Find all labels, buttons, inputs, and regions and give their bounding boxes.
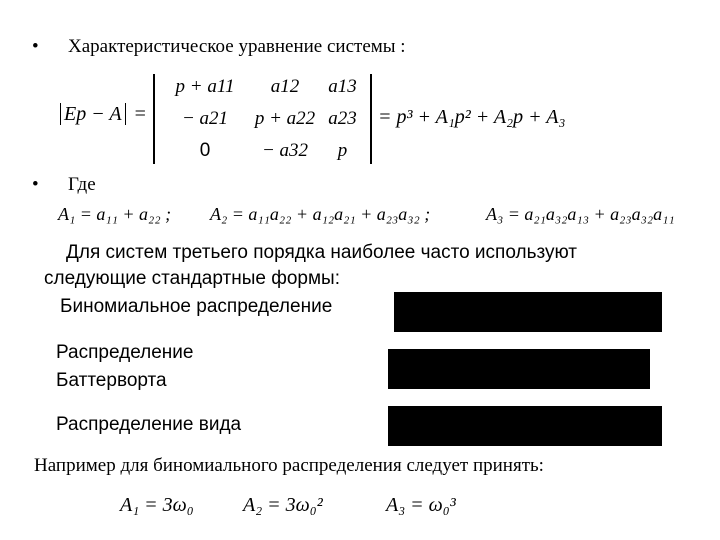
- bullet-symbol: •: [32, 174, 39, 195]
- matrix-right-bar: [370, 74, 372, 164]
- determinant-lhs-expr: Ep − A: [60, 103, 126, 125]
- coefficient-a1: A₁ = a₁₁ + a₂₂ ;: [58, 204, 172, 224]
- bullet-symbol: •: [32, 36, 39, 57]
- determinant-equals: =: [134, 103, 146, 125]
- bullet-char-equation: [32, 36, 39, 58]
- matrix-cell: a12: [270, 76, 300, 97]
- matrix-left-bar: [153, 74, 155, 164]
- matrix-cell: p + a22: [254, 108, 316, 129]
- example-a3: A₃ = ω₀³: [386, 494, 456, 516]
- determinant-rhs: = p³ + A₁p² + A₂p + A₃: [378, 106, 566, 128]
- coefficient-a2: A₂ = a₁₁a₂₂ + a₁₂a₂₁ + a₂₃a₃₂ ;: [210, 204, 431, 224]
- paragraph-line1: Для систем третьего порядка наиболее часто используют: [66, 242, 577, 263]
- matrix-cell: a23: [328, 108, 357, 129]
- example-a1: A₁ = 3ω₀: [120, 494, 194, 516]
- redacted-formula-butterworth: [388, 349, 650, 389]
- example-text: Например для биномиального распределения следует принять:: [34, 455, 544, 476]
- char-equation-label: Характеристическое уравнение системы :: [68, 36, 406, 57]
- redacted-formula-binomial: [394, 292, 662, 332]
- form-butterworth-label-line1: Распределение: [56, 342, 194, 363]
- matrix-cell: p + a11: [175, 76, 235, 97]
- paragraph-line2: следующие стандартные формы:: [44, 268, 340, 289]
- redacted-formula-kind: [388, 406, 662, 446]
- matrix-cell: − a21: [181, 108, 229, 129]
- matrix-cell: − a32: [261, 140, 309, 161]
- matrix-cell: a13: [328, 76, 357, 97]
- determinant-lhs: [60, 103, 146, 126]
- where-label: Где: [68, 174, 96, 195]
- matrix-cell: p: [337, 140, 348, 161]
- example-a2: A₂ = 3ω₀²: [243, 494, 323, 516]
- form-kind-label: Распределение вида: [56, 414, 242, 435]
- coefficient-a3: A₃ = a₂₁a₃₂a₁₃ + a₂₃a₃₂a₁₁: [486, 204, 675, 224]
- matrix-cell: 0: [199, 140, 211, 161]
- form-binomial-label: Биномиальное распределение: [60, 296, 333, 317]
- bullet-where: [32, 174, 39, 196]
- form-butterworth-label-line2: Баттерворта: [56, 370, 167, 391]
